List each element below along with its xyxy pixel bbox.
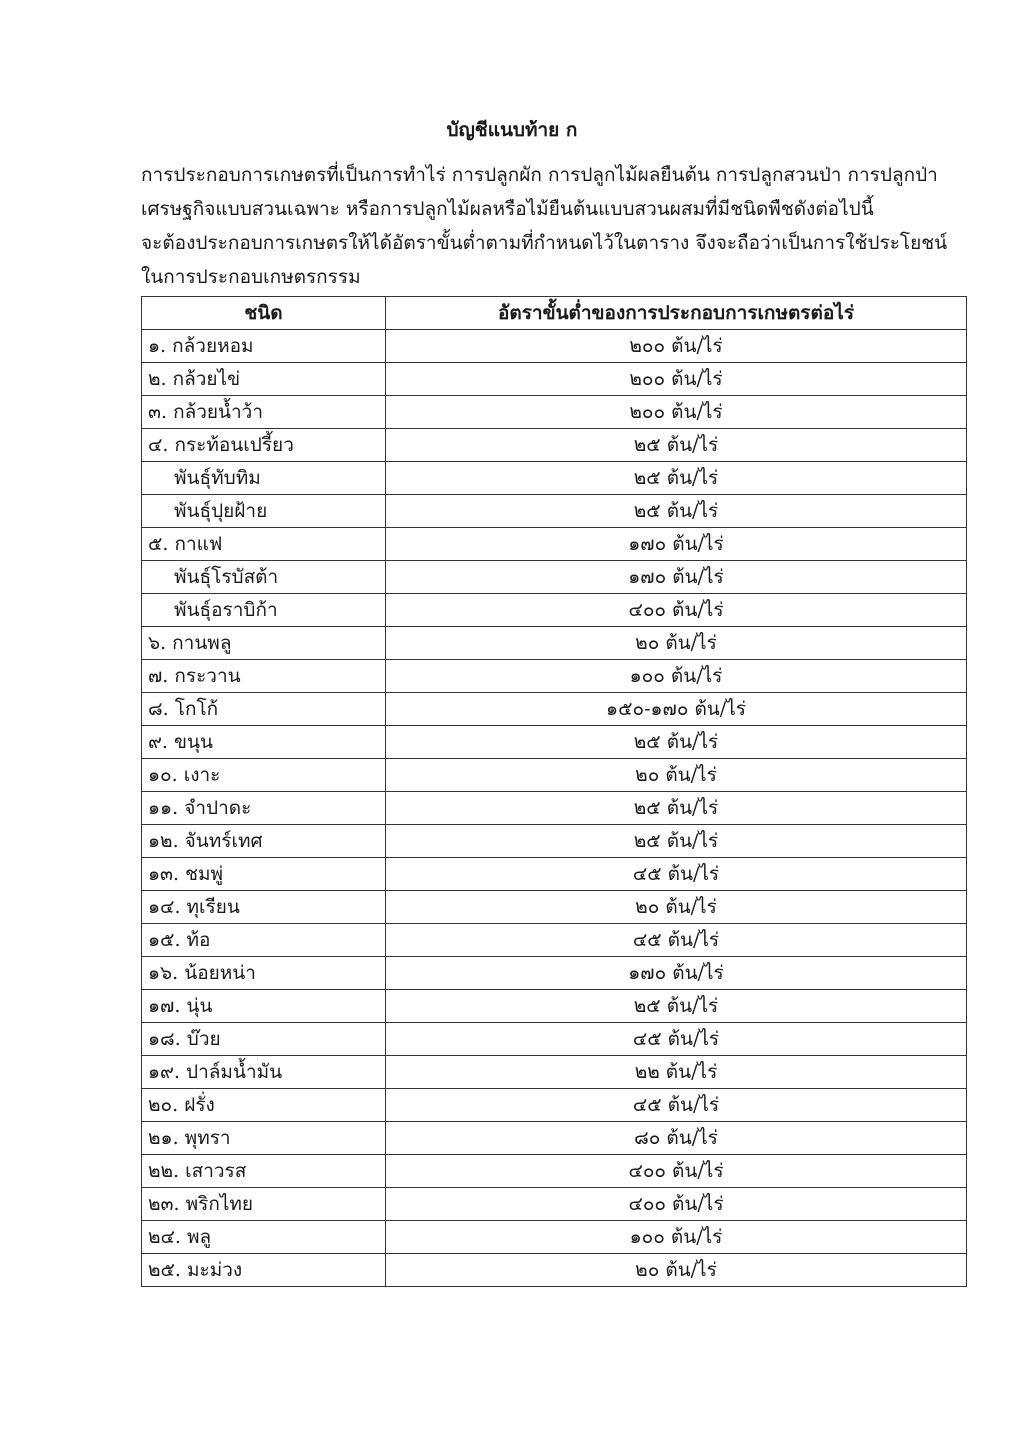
table-row xyxy=(142,528,967,561)
min-rate-cell: ๔๕ ต้น/ไร่ xyxy=(386,924,967,957)
plant-kind-cell: ๑๐. เงาะ xyxy=(142,759,386,792)
table-row xyxy=(142,792,967,825)
table-row xyxy=(142,627,967,660)
column-header-rate: อัตราขั้นต่ำของการประกอบการเกษตรต่อไร่ xyxy=(386,297,967,330)
plant-kind-cell: ๘. โกโก้ xyxy=(142,693,386,726)
min-rate-cell: ๔๐๐ ต้น/ไร่ xyxy=(386,1188,967,1221)
min-rate-cell: ๒๐๐ ต้น/ไร่ xyxy=(386,330,967,363)
table-row xyxy=(142,924,967,957)
min-rate-cell: ๑๗๐ ต้น/ไร่ xyxy=(386,528,967,561)
table-row xyxy=(142,858,967,891)
plant-kind-cell: ๒. กล้วยไข่ xyxy=(142,363,386,396)
plant-kind-cell: ๒๑. พุทรา xyxy=(142,1122,386,1155)
min-rate-cell: ๑๐๐ ต้น/ไร่ xyxy=(386,660,967,693)
table-row xyxy=(142,429,967,462)
table-row xyxy=(142,1089,967,1122)
min-rate-cell: ๒๐ ต้น/ไร่ xyxy=(386,627,967,660)
min-rate-cell: ๒๕ ต้น/ไร่ xyxy=(386,726,967,759)
table-row xyxy=(142,1056,967,1089)
plant-kind-cell: ๑๘. บ๊วย xyxy=(142,1023,386,1056)
min-rate-cell: ๔๕ ต้น/ไร่ xyxy=(386,1089,967,1122)
intro-line: ในการประกอบเกษตรกรรม xyxy=(141,266,361,288)
intro-line: เศรษฐกิจแบบสวนเฉพาะ หรือการปลูกไม้ผลหรือไม้ยืนต้นแบบสวนผสมที่มีชนิดพืชดังต่อไปนี้ xyxy=(141,198,874,220)
table-row xyxy=(142,693,967,726)
plant-kind-cell: พันธุ์ปุยฝ้าย xyxy=(142,495,386,528)
min-rate-cell: ๒๐๐ ต้น/ไร่ xyxy=(386,363,967,396)
plant-kind-cell: พันธุ์อราบิก้า xyxy=(142,594,386,627)
plant-kind-cell: ๒๔. พลู xyxy=(142,1221,386,1254)
table-row xyxy=(142,462,967,495)
table-row xyxy=(142,1221,967,1254)
table-header-row xyxy=(142,297,967,330)
plant-kind-cell: ๕. กาแฟ xyxy=(142,528,386,561)
plant-kind-cell: ๗. กระวาน xyxy=(142,660,386,693)
table-row xyxy=(142,1155,967,1188)
plant-kind-cell: ๒๕. มะม่วง xyxy=(142,1254,386,1287)
table-row xyxy=(142,363,967,396)
table-row xyxy=(142,1254,967,1287)
plant-kind-cell: ๑๑. จำปาดะ xyxy=(142,792,386,825)
table-row xyxy=(142,1188,967,1221)
plant-kind-cell: ๑๖. น้อยหน่า xyxy=(142,957,386,990)
min-rate-cell: ๒๐๐ ต้น/ไร่ xyxy=(386,396,967,429)
min-rate-cell: ๒๕ ต้น/ไร่ xyxy=(386,825,967,858)
plant-kind-cell: ๖. กานพลู xyxy=(142,627,386,660)
table-row xyxy=(142,495,967,528)
table-row xyxy=(142,396,967,429)
table-row xyxy=(142,957,967,990)
table-row xyxy=(142,891,967,924)
column-header-kind: ชนิด xyxy=(142,297,386,330)
table-row xyxy=(142,825,967,858)
plant-kind-cell: ๓. กล้วยน้ำว้า xyxy=(142,396,386,429)
min-rate-cell: ๔๕ ต้น/ไร่ xyxy=(386,858,967,891)
min-rate-cell: ๒๕ ต้น/ไร่ xyxy=(386,495,967,528)
table-row xyxy=(142,990,967,1023)
min-rate-cell: ๒๐ ต้น/ไร่ xyxy=(386,891,967,924)
min-rate-cell: ๘๐ ต้น/ไร่ xyxy=(386,1122,967,1155)
min-rate-cell: ๑๕๐-๑๗๐ ต้น/ไร่ xyxy=(386,693,967,726)
min-rate-cell: ๒๕ ต้น/ไร่ xyxy=(386,462,967,495)
plant-kind-cell: ๒๒. เสาวรส xyxy=(142,1155,386,1188)
plant-kind-cell: ๑๕. ท้อ xyxy=(142,924,386,957)
intro-line: จะต้องประกอบการเกษตรให้ได้อัตราขั้นต่ำตามที่กำหนดไว้ในตาราง จึงจะถือว่าเป็นการใช้ประโยชน์ xyxy=(141,232,948,254)
plant-kind-cell: ๒๐. ฝรั่ง xyxy=(142,1089,386,1122)
min-rate-cell: ๑๐๐ ต้น/ไร่ xyxy=(386,1221,967,1254)
min-rate-cell: ๑๗๐ ต้น/ไร่ xyxy=(386,957,967,990)
min-rate-cell: ๒๕ ต้น/ไร่ xyxy=(386,429,967,462)
plant-kind-cell: ๑๗. นุ่น xyxy=(142,990,386,1023)
plant-kind-cell: ๑๙. ปาล์มน้ำมัน xyxy=(142,1056,386,1089)
min-rate-cell: ๔๐๐ ต้น/ไร่ xyxy=(386,594,967,627)
min-rate-cell: ๔๕ ต้น/ไร่ xyxy=(386,1023,967,1056)
plant-kind-cell: พันธุ์โรบัสต้า xyxy=(142,561,386,594)
table-row xyxy=(142,726,967,759)
min-rate-cell: ๒๐ ต้น/ไร่ xyxy=(386,759,967,792)
table-row xyxy=(142,330,967,363)
min-rate-cell: ๒๕ ต้น/ไร่ xyxy=(386,990,967,1023)
table-row xyxy=(142,1023,967,1056)
plant-kind-cell: ๙. ขนุน xyxy=(142,726,386,759)
min-rate-cell: ๒๐ ต้น/ไร่ xyxy=(386,1254,967,1287)
min-rate-cell: ๑๗๐ ต้น/ไร่ xyxy=(386,561,967,594)
plant-kind-cell: ๑. กล้วยหอม xyxy=(142,330,386,363)
document-title: บัญชีแนบท้าย ก xyxy=(446,119,578,141)
intro-paragraph xyxy=(141,158,948,294)
intro-line: การประกอบการเกษตรที่เป็นการทำไร่ การปลูกผัก การปลูกไม้ผลยืนต้น การปลูกสวนป่า การปลูกป่า xyxy=(141,164,938,186)
rates-table xyxy=(141,296,967,1287)
table-body xyxy=(142,330,967,1287)
table-row xyxy=(142,759,967,792)
table-row xyxy=(142,594,967,627)
min-rate-cell: ๒๒ ต้น/ไร่ xyxy=(386,1056,967,1089)
plant-kind-cell: ๑๔. ทุเรียน xyxy=(142,891,386,924)
plant-kind-cell: พันธุ์ทับทิม xyxy=(142,462,386,495)
plant-kind-cell: ๑๒. จันทร์เทศ xyxy=(142,825,386,858)
plant-kind-cell: ๑๓. ชมพู่ xyxy=(142,858,386,891)
table-row xyxy=(142,561,967,594)
table-row xyxy=(142,1122,967,1155)
min-rate-cell: ๔๐๐ ต้น/ไร่ xyxy=(386,1155,967,1188)
plant-kind-cell: ๔. กระท้อนเปรี้ยว xyxy=(142,429,386,462)
min-rate-cell: ๒๕ ต้น/ไร่ xyxy=(386,792,967,825)
plant-kind-cell: ๒๓. พริกไทย xyxy=(142,1188,386,1221)
table-row xyxy=(142,660,967,693)
